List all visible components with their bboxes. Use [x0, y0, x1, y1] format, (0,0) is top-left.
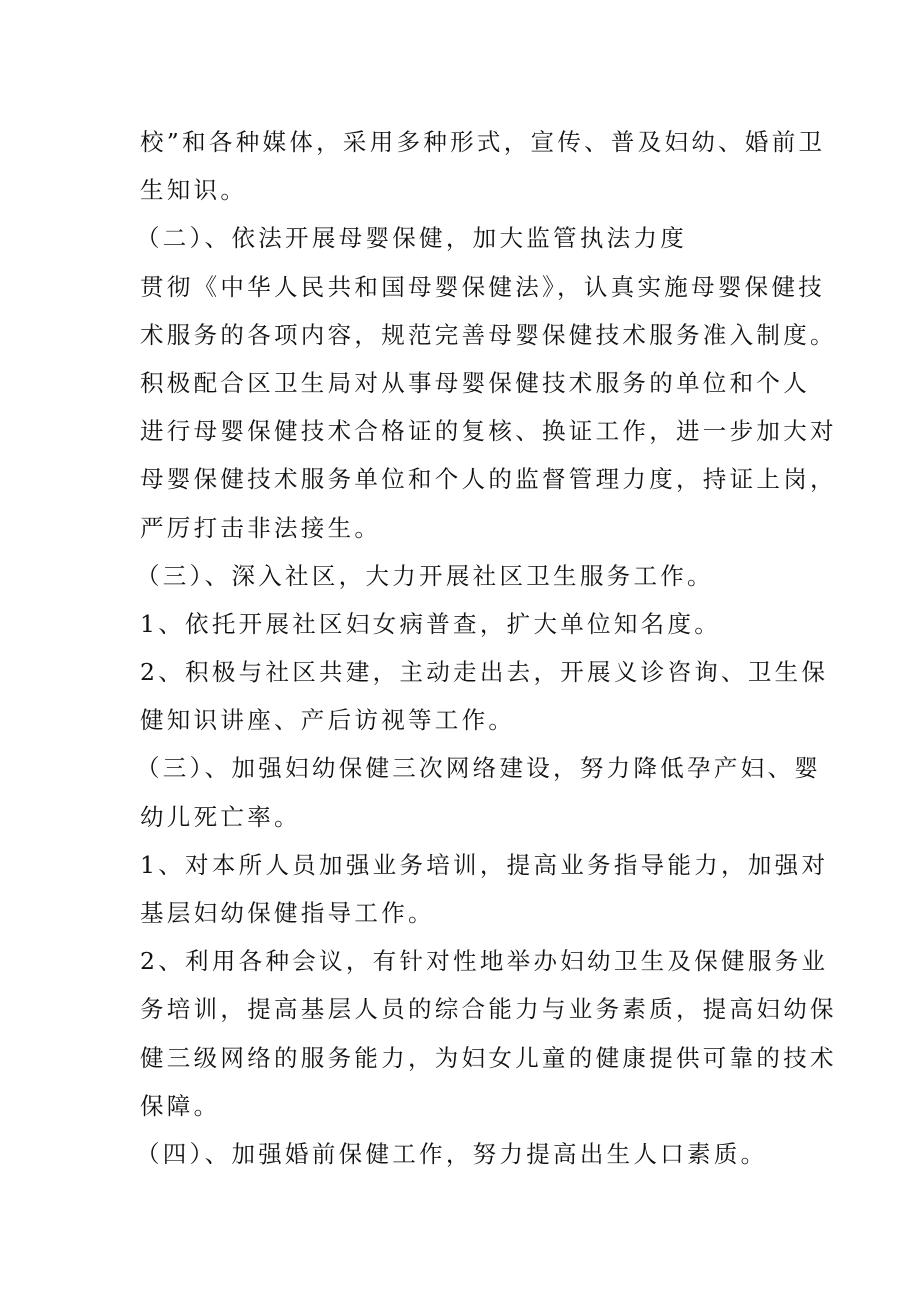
list-item: 2、利用各种会议，有针对性地举办妇幼卫生及保健服务业 [140, 947, 829, 976]
list-item: 1、依托开展社区妇女病普查，扩大单位知名度。 [140, 609, 722, 638]
section-heading: （三）、深入社区，大力开展社区卫生服务工作。 [136, 561, 714, 590]
text-line: 严厉打击非法接生。 [140, 513, 382, 542]
text-line: 校”和各种媒体，采用多种形式，宣传、普及妇幼、婚前卫 [140, 128, 826, 156]
text-line: 积极配合区卫生局对从事母婴保健技术服务的单位和个人 [140, 368, 810, 397]
section-heading: （二）、依法开展母婴保健，加大监管执法力度 [136, 224, 688, 253]
text-line: 保障。 [140, 1091, 221, 1120]
text-line: 幼儿死亡率。 [140, 802, 301, 831]
text-line: 务培训，提高基层人员的综合能力与业务素质，提高妇幼保 [140, 995, 837, 1024]
section-heading: （三）、加强妇幼保健三次网络建设，努力降低孕产妇、婴 [136, 754, 822, 783]
section-heading: （四）、加强婚前保健工作，努力提高出生人口素质。 [136, 1139, 768, 1168]
document-body [136, 118, 837, 1178]
text-line: 贯彻《中华人民共和国母婴保健法》，认真实施母婴保健技 [140, 272, 826, 301]
text-line: 基层妇幼保健指导工作。 [140, 899, 435, 927]
text-line: 术服务的各项内容，规范完善母婴保健技术服务准入制度。 [140, 320, 837, 349]
text-line: 进行母婴保健技术合格证的复核、换证工作，进一步加大对 [140, 417, 837, 446]
list-item: 1、对本所人员加强业务培训，提高业务指导能力，加强对 [140, 850, 829, 879]
text-line: 健三级网络的服务能力，为妇女儿童的健康提供可靠的技术 [140, 1043, 837, 1072]
text-line: 生知识。 [140, 176, 248, 205]
text-line: 健知识讲座、产后访视等工作。 [140, 706, 516, 735]
text-line: 母婴保健技术服务单位和个人的监督管理力度，持证上岗， [140, 465, 837, 494]
list-item: 2、积极与社区共建，主动走出去，开展义诊咨询、卫生保 [140, 658, 829, 687]
